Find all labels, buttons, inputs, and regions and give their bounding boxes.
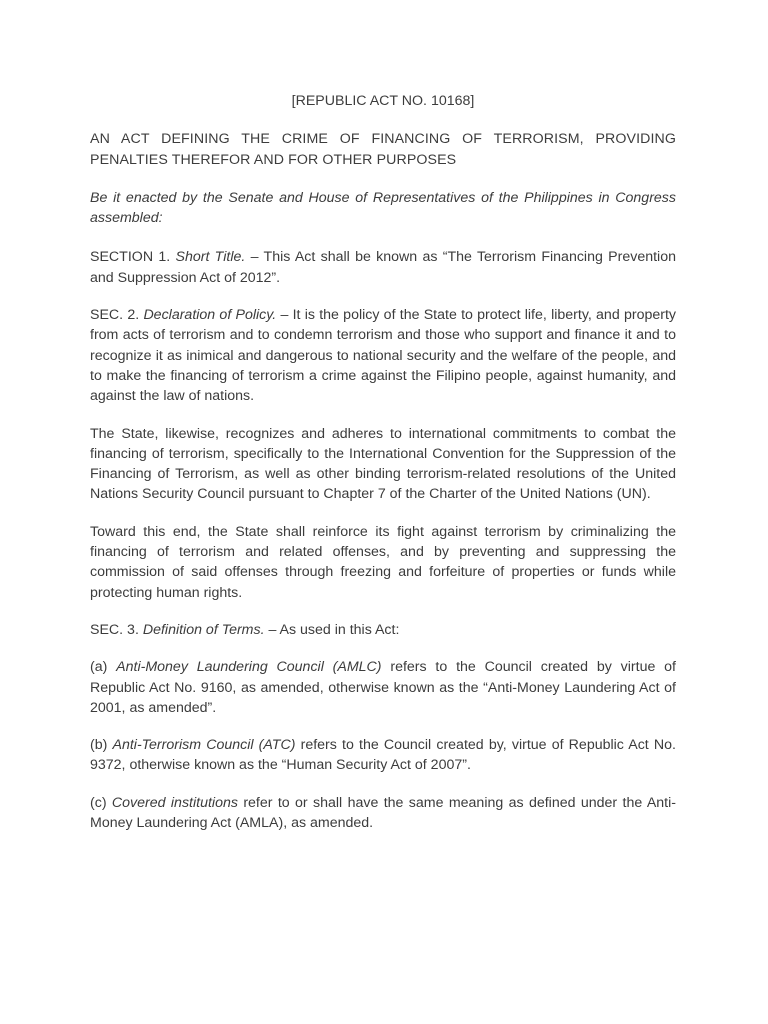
document-page — [90, 91, 676, 850]
definition-term: Covered institutions — [111, 794, 238, 811]
section-1-label: SECTION 1. — [90, 249, 171, 266]
section-2-paragraph-2: The State, likewise, recognizes and adheres to international commitments to combat the financing of terrorism, specifically to the International Convention for the Suppression of the Financing of Terrorism, as well as other binding terrorism-related resolutions of the United Nations Security Council pursuant to Chapter 7 of the Charter of the United Nations (UN). — [90, 425, 676, 503]
section-2-label: SEC. 2. — [90, 307, 140, 324]
section-1-heading: Short Title. — [175, 249, 246, 266]
section-1-text: – This Act shall be known as “The Terrorism Financing Prevention and Suppression Act of 2012”. — [90, 249, 676, 286]
enacting-clause: Be it enacted by the Senate and House of Representatives of the Philippines in Congress assembled: — [90, 189, 676, 227]
definition-text: refers to the Council created by, virtue of Republic Act No. 9372, otherwise known as the “Human Security Act of 2007”. — [90, 737, 676, 774]
definition-marker: (a) — [90, 659, 108, 676]
section-2-paragraph-3: Toward this end, the State shall reinforce its fight against terrorism by criminalizing the financing of terrorism and related offenses, and by preventing and suppressing the commission of said offenses through freezing and forfeiture of properties or funds while protecting human rights. — [90, 523, 676, 601]
section-1 — [90, 247, 676, 288]
section-3-label: SEC. 3. — [90, 621, 139, 638]
definition-item-a — [90, 657, 676, 718]
definition-term: Anti-Terrorism Council (ATC) — [112, 737, 296, 754]
section-2 — [90, 305, 676, 406]
act-number-heading: [REPUBLIC ACT NO. 10168] — [291, 93, 475, 109]
definition-marker: (b) — [90, 737, 108, 754]
act-title: AN ACT DEFINING THE CRIME OF FINANCING OF TERRORISM, PROVIDING PENALTIES THEREFOR AND FOR OTHER PURPOSES — [90, 131, 676, 168]
section-2-heading: Declaration of Policy. — [143, 307, 277, 324]
section-3-heading: Definition of Terms. — [142, 621, 265, 638]
definition-item-c — [90, 793, 676, 834]
section-3-text: – As used in this Act: — [264, 621, 400, 638]
definition-marker: (c) — [90, 794, 107, 811]
section-3 — [90, 620, 676, 640]
definition-term: Anti-Money Laundering Council (AMLC) — [116, 659, 382, 676]
definition-text: refer to or shall have the same meaning as defined under the Anti-Money Laundering Act (AMLA), as amended. — [90, 794, 676, 832]
definition-text: refers to the Council created by virtue of Republic Act No. 9160, as amended, otherwise known as the “Anti-Money Laundering Act of 2001, as amended”. — [90, 659, 676, 716]
section-2-text: – It is the policy of the State to protect life, liberty, and property from acts of terrorism and to condemn terrorism and those who support and finance it and to recognize it as inimical and dangerous to national security and the welfare of the people, and to make the financing of terrorism a crime against the Filipino people, against humanity, and against the law of nations. — [90, 307, 676, 405]
definition-item-b — [90, 735, 676, 776]
